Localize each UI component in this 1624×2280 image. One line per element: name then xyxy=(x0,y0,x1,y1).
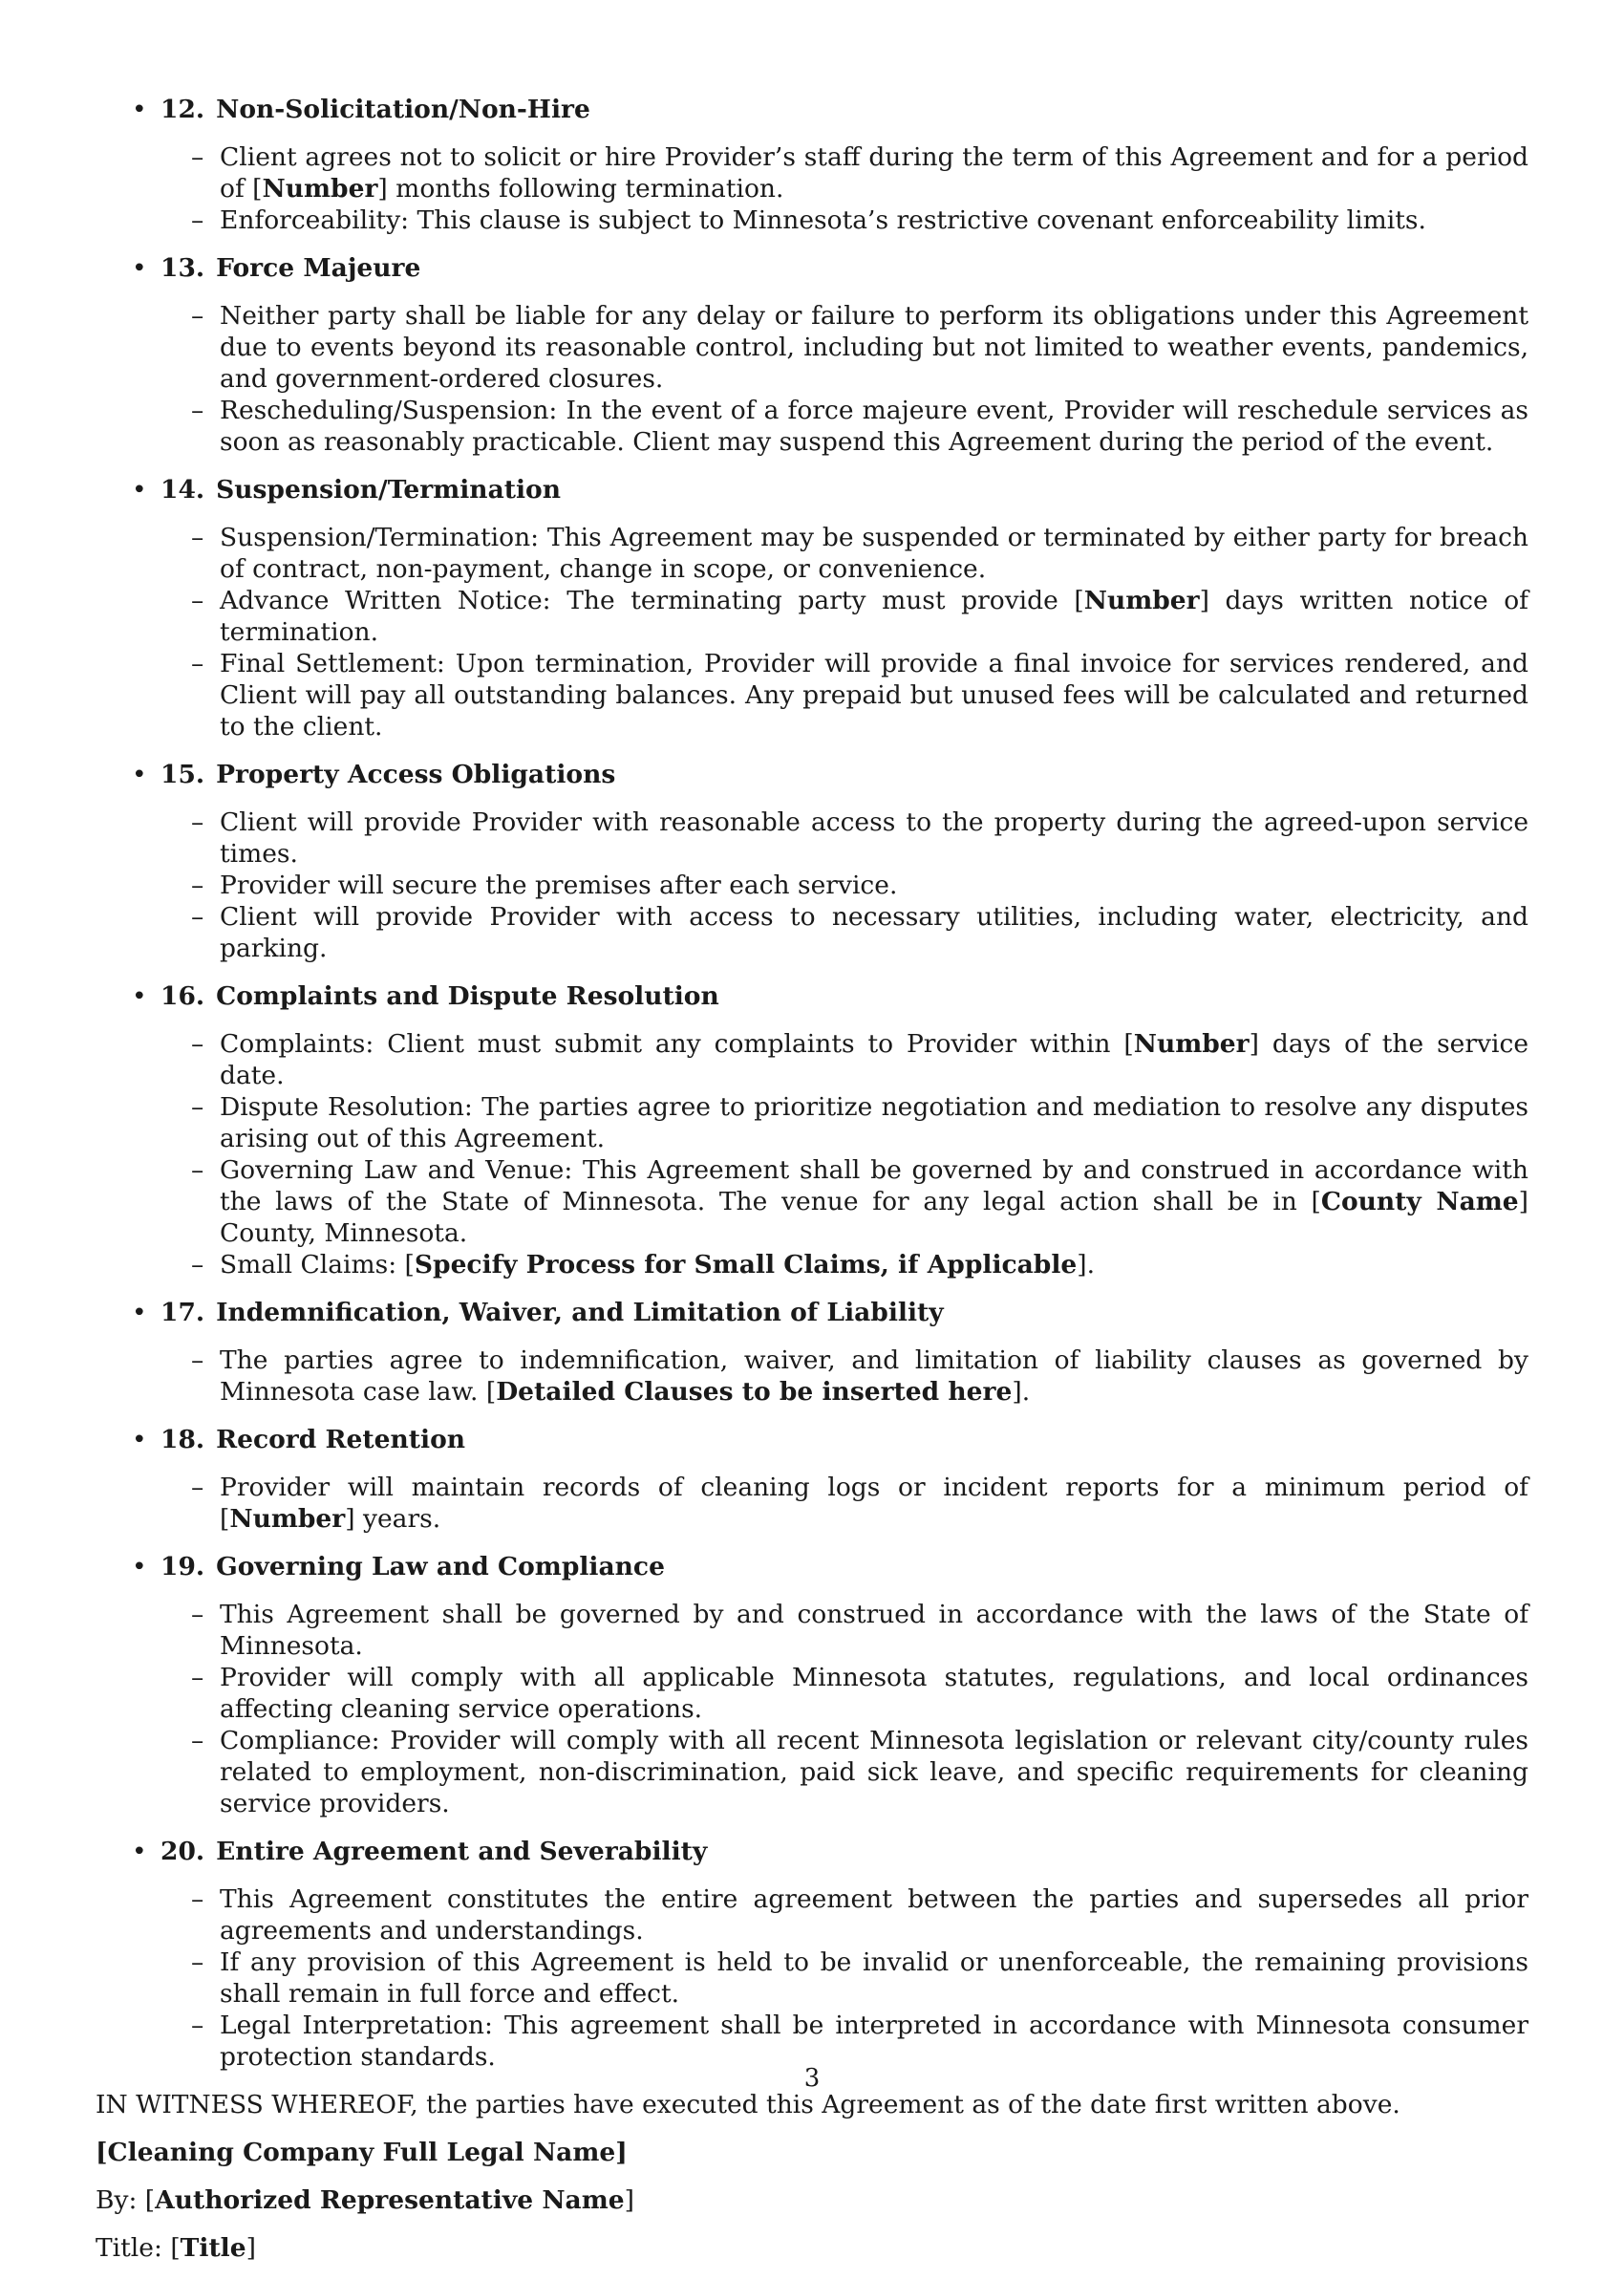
dash-icon: – xyxy=(191,1947,204,1977)
clause-text: Suspension/Termination: This Agreement may be suspended or terminated by either party for breach of contract, non-payment, change in scope, or convenience. xyxy=(220,523,1528,584)
company-signature-line xyxy=(96,2137,1528,2168)
bullet-icon: • xyxy=(132,1552,147,1581)
section-number: 13. xyxy=(160,253,205,283)
clause-text: ] County, Minnesota. xyxy=(220,1187,1528,1248)
clause-list xyxy=(96,1028,1528,1280)
clause-text: Final Settlement: Upon termination, Provider will provide a final invoice for services rendered, and Client will pay all outstanding balances. Any prepaid but unused fees will be calculated and returned to the client. xyxy=(220,649,1528,742)
placeholder-field: Number xyxy=(229,1504,346,1534)
by-label: By: xyxy=(96,2185,145,2215)
dash-icon: – xyxy=(191,1473,204,1502)
clause-list xyxy=(96,1599,1528,1819)
section-number: 15. xyxy=(160,760,205,789)
clause-item xyxy=(96,901,1528,964)
clause-text: ]. xyxy=(1012,1377,1031,1407)
section-title: Force Majeure xyxy=(216,253,421,283)
dash-icon: – xyxy=(191,649,204,678)
dash-icon: – xyxy=(191,807,204,837)
dash-icon: – xyxy=(191,142,204,172)
clause-text: Enforceability: This clause is subject to Minnesota’s restrictive covenant enforceability limits. xyxy=(220,205,1426,235)
title-label: Title: xyxy=(96,2233,171,2263)
clause-list xyxy=(96,807,1528,964)
clause-text: The parties agree to indemnification, waiver, and limitation of liability clauses as governed by Minnesota case law. [ xyxy=(220,1345,1528,1407)
dash-icon: – xyxy=(191,1029,204,1059)
clause-text: ]. xyxy=(1077,1250,1096,1280)
dash-icon: – xyxy=(191,523,204,552)
bullet-icon: • xyxy=(132,981,147,1011)
section-title: Suspension/Termination xyxy=(216,475,561,505)
company-name: Cleaning Company Full Legal Name xyxy=(107,2138,616,2167)
section-number: 16. xyxy=(160,981,205,1011)
clause-item xyxy=(96,1472,1528,1535)
clause-item xyxy=(96,648,1528,742)
clause-item xyxy=(96,870,1528,901)
section-15 xyxy=(96,759,1528,964)
section-14 xyxy=(96,474,1528,742)
clause-item xyxy=(96,1028,1528,1091)
clause-item xyxy=(96,1725,1528,1819)
section-title: Governing Law and Compliance xyxy=(216,1552,665,1581)
clause-text: Rescheduling/Suspension: In the event of a force majeure event, Provider will reschedule services as soon as reasonably practicable. Client may suspend this Agreement during the period of the event. xyxy=(220,396,1528,457)
by-open-bracket: [ xyxy=(144,2185,156,2215)
clause-text: Compliance: Provider will comply with all recent Minnesota legislation or relevant city/county rules related to employment, non-discrimination, paid sick leave, and specific requirements for cleaning service providers. xyxy=(220,1726,1528,1818)
section-title: Record Retention xyxy=(216,1425,466,1454)
clause-text: This Agreement constitutes the entire agreement between the parties and supersedes all prior agreements and understandings. xyxy=(220,1884,1528,1946)
placeholder-field: Detailed Clauses to be inserted here xyxy=(496,1377,1013,1407)
clause-item xyxy=(96,585,1528,648)
title-value: Title xyxy=(180,2233,246,2263)
placeholder-field: Number xyxy=(1133,1029,1250,1059)
dash-icon: – xyxy=(191,586,204,615)
clause-text: Provider will comply with all applicable Minnesota statutes, regulations, and local ordinances affecting cleaning service operations. xyxy=(220,1663,1528,1724)
bullet-icon: • xyxy=(132,475,147,505)
section-12 xyxy=(96,94,1528,236)
section-number: 20. xyxy=(160,1837,205,1866)
bullet-icon: • xyxy=(132,760,147,789)
dash-icon: – xyxy=(191,301,204,331)
clause-list xyxy=(96,300,1528,458)
dash-icon: – xyxy=(191,1726,204,1755)
clause-item xyxy=(96,1599,1528,1662)
clause-text: Client will provide Provider with access to necessary utilities, including water, electricity, and parking. xyxy=(220,902,1528,963)
dash-icon: – xyxy=(191,1155,204,1185)
clause-text: Small Claims: [ xyxy=(220,1250,415,1280)
section-17 xyxy=(96,1297,1528,1408)
clause-item xyxy=(96,807,1528,870)
clause-item xyxy=(96,204,1528,236)
title-line xyxy=(96,2232,1528,2264)
section-number: 17. xyxy=(160,1298,205,1327)
placeholder-field: County Name xyxy=(1320,1187,1519,1216)
section-title: Complaints and Dispute Resolution xyxy=(216,981,719,1011)
section-number: 14. xyxy=(160,475,205,505)
bullet-icon: • xyxy=(132,253,147,283)
placeholder-field: Number xyxy=(1083,586,1200,615)
section-title: Indemnification, Waiver, and Limitation of Liability xyxy=(216,1298,944,1327)
section-19 xyxy=(96,1551,1528,1819)
clause-item xyxy=(96,141,1528,204)
title-open-bracket: [ xyxy=(170,2233,181,2263)
dash-icon: – xyxy=(191,902,204,932)
clause-list xyxy=(96,1344,1528,1408)
clause-text: Advance Written Notice: The terminating party must provide [ xyxy=(220,586,1084,615)
section-heading xyxy=(96,252,1528,284)
clause-text: If any provision of this Agreement is held to be invalid or unenforceable, the remaining provisions shall remain in full force and effect. xyxy=(220,1947,1528,2009)
section-number: 18. xyxy=(160,1425,205,1454)
placeholder-field: Specify Process for Small Claims, if Applicable xyxy=(414,1250,1078,1280)
section-heading xyxy=(96,980,1528,1012)
document-page xyxy=(96,94,1528,2280)
clause-list xyxy=(96,1883,1528,2073)
page-number: 3 xyxy=(803,2064,821,2093)
section-18 xyxy=(96,1424,1528,1535)
dash-icon: – xyxy=(191,871,204,900)
section-heading xyxy=(96,1297,1528,1328)
clause-list xyxy=(96,522,1528,742)
clause-item xyxy=(96,522,1528,585)
clause-text: Complaints: Client must submit any complaints to Provider within [ xyxy=(220,1029,1134,1059)
sections-list xyxy=(96,94,1528,2073)
clause-text: Neither party shall be liable for any delay or failure to perform its obligations under this Agreement due to events beyond its reasonable control, including but not limited to weather events, pandemics, and government-ordered closures. xyxy=(220,301,1528,394)
section-heading xyxy=(96,759,1528,790)
bullet-icon: • xyxy=(132,95,147,124)
section-title: Property Access Obligations xyxy=(216,760,616,789)
clause-text: This Agreement shall be governed by and construed in accordance with the laws of the State of Minnesota. xyxy=(220,1600,1528,1661)
placeholder-field: Number xyxy=(262,174,378,204)
section-16 xyxy=(96,980,1528,1280)
clause-item xyxy=(96,395,1528,458)
clause-item xyxy=(96,1883,1528,1947)
dash-icon: – xyxy=(191,1663,204,1692)
clause-text: ] days of the service date. xyxy=(220,1029,1528,1090)
clause-text: Provider will maintain records of cleaning logs or incident reports for a minimum period of [ xyxy=(220,1473,1528,1534)
section-20 xyxy=(96,1836,1528,2073)
section-13 xyxy=(96,252,1528,458)
dash-icon: – xyxy=(191,1250,204,1280)
representative-name: Authorized Representative Name xyxy=(155,2185,625,2215)
clause-text: Dispute Resolution: The parties agree to prioritize negotiation and mediation to resolve any disputes arising out of this Agreement. xyxy=(220,1092,1528,1153)
clause-item xyxy=(96,1154,1528,1249)
clause-list xyxy=(96,1472,1528,1535)
clause-text: Governing Law and Venue: This Agreement shall be governed by and construed in accordance with the laws of the State of Minnesota. The venue for any legal action shall be in [ xyxy=(220,1155,1528,1216)
clause-item xyxy=(96,1344,1528,1408)
dash-icon: – xyxy=(191,1884,204,1914)
section-title: Non-Solicitation/Non-Hire xyxy=(216,95,590,124)
section-number: 12. xyxy=(160,95,205,124)
by-line xyxy=(96,2184,1528,2216)
bullet-icon: • xyxy=(132,1837,147,1866)
section-heading xyxy=(96,94,1528,125)
clause-text: ] days written notice of termination. xyxy=(220,586,1528,647)
title-close-bracket: ] xyxy=(246,2233,256,2263)
clause-text: Provider will secure the premises after each service. xyxy=(220,871,898,900)
dash-icon: – xyxy=(191,1092,204,1122)
section-number: 19. xyxy=(160,1552,205,1581)
clause-item xyxy=(96,300,1528,395)
clause-item xyxy=(96,1947,1528,2010)
clause-text: Client agrees not to solicit or hire Provider’s staff during the term of this Agreement and for a period of [ xyxy=(220,142,1528,204)
section-heading xyxy=(96,474,1528,505)
dash-icon: – xyxy=(191,396,204,425)
dash-icon: – xyxy=(191,1600,204,1629)
clause-text: ] months following termination. xyxy=(377,174,784,204)
witness-statement: IN WITNESS WHEREOF, the parties have executed this Agreement as of the date first written above. xyxy=(96,2090,1400,2119)
section-heading xyxy=(96,1424,1528,1455)
clause-item xyxy=(96,1249,1528,1280)
section-title: Entire Agreement and Severability xyxy=(216,1837,708,1866)
company-open-bracket: [ xyxy=(96,2138,108,2167)
clause-item xyxy=(96,1091,1528,1154)
section-heading xyxy=(96,1551,1528,1582)
company-close-bracket: ] xyxy=(615,2138,628,2167)
dash-icon: – xyxy=(191,205,204,235)
clause-text: ] years. xyxy=(345,1504,441,1534)
clause-text: Client will provide Provider with reasonable access to the property during the agreed-upon service times. xyxy=(220,807,1528,869)
bullet-icon: • xyxy=(132,1425,147,1454)
bullet-icon: • xyxy=(132,1298,147,1327)
dash-icon: – xyxy=(191,2011,204,2040)
by-close-bracket: ] xyxy=(624,2185,634,2215)
clause-item xyxy=(96,1662,1528,1725)
dash-icon: – xyxy=(191,1345,204,1375)
clause-text: Legal Interpretation: This agreement shall be interpreted in accordance with Minnesota consumer protection standards. xyxy=(220,2011,1528,2072)
section-heading xyxy=(96,1836,1528,1867)
clause-list xyxy=(96,141,1528,236)
